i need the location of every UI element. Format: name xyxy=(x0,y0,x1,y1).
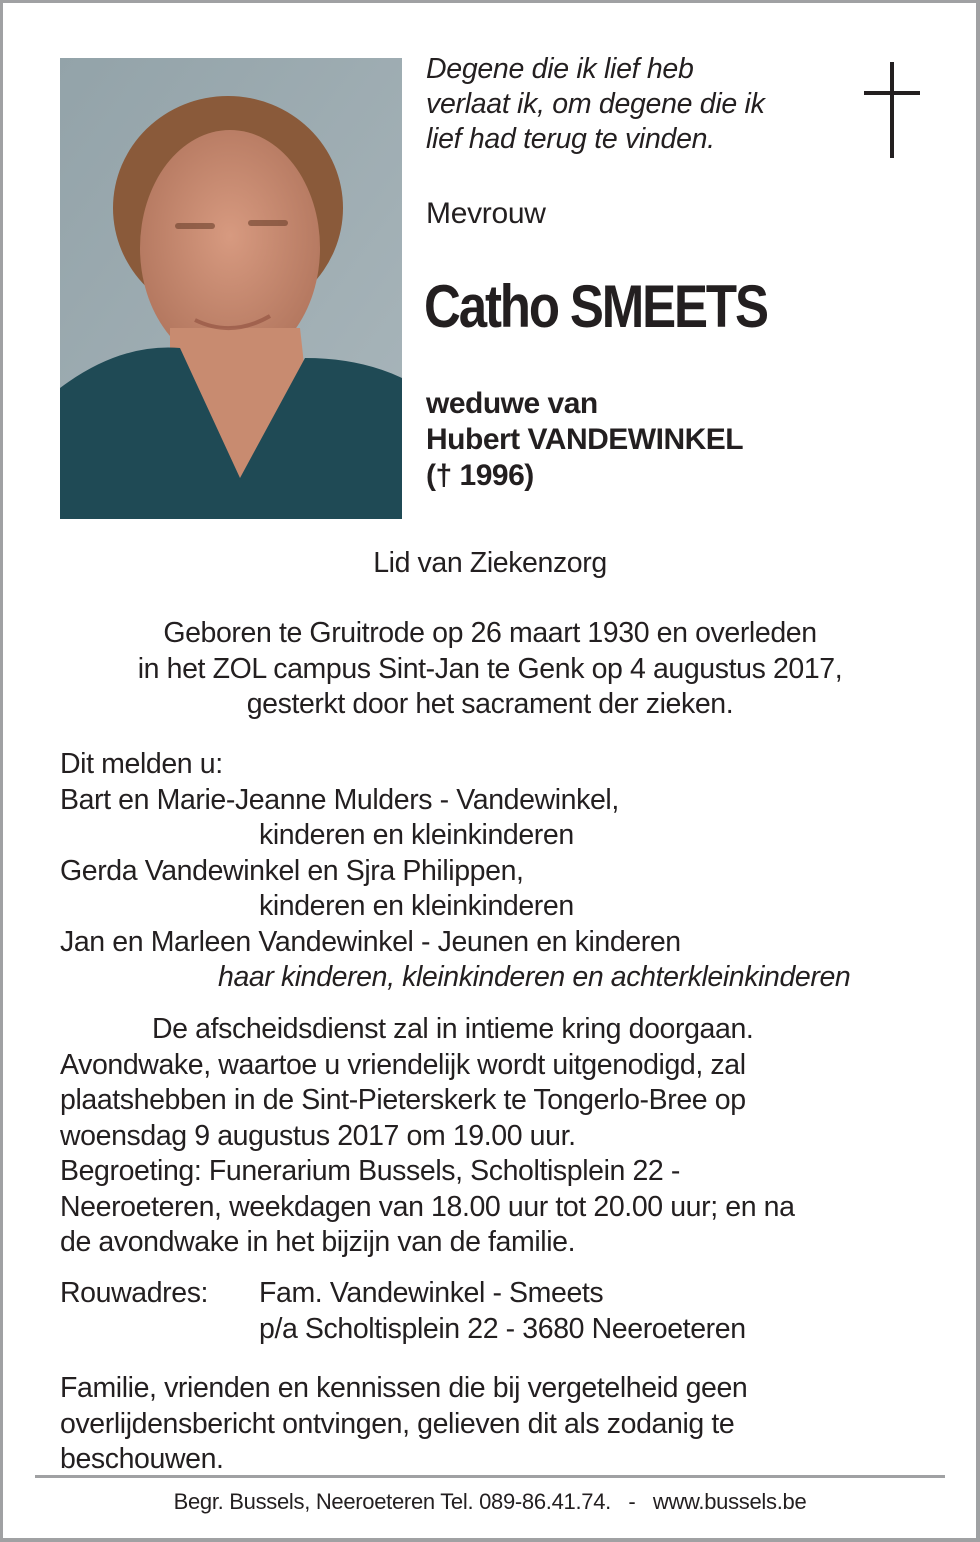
address-line: Fam. Vandewinkel - Smeets xyxy=(259,1277,604,1309)
service-line: De afscheidsdienst zal in intieme kring doorgaan. xyxy=(152,1013,754,1045)
service-line: plaatshebben in de Sint-Pieterskerk te Tongerlo-Bree op xyxy=(60,1084,746,1116)
family-entry-name: Gerda Vandewinkel en Sjra Philippen, xyxy=(60,854,524,887)
birth-death-line: gesterkt door het sacrament der zieken. xyxy=(246,688,734,720)
portrait-image xyxy=(60,58,402,519)
cross-icon xyxy=(864,62,920,158)
poem-quote xyxy=(426,52,765,157)
poem-line: verlaat ik, om degene die ik xyxy=(426,88,765,120)
family-closing: haar kinderen, kleinkinderen en achterkleinkinderen xyxy=(218,961,851,993)
cross-vertical-bar xyxy=(890,62,894,158)
service-line: Avondwake, waartoe u vriendelijk wordt uitgenodigd, zal xyxy=(60,1048,746,1081)
service-line: Begroeting: Funerarium Bussels, Scholtisplein 22 - xyxy=(60,1155,680,1187)
family-intro: Dit melden u: xyxy=(60,748,223,780)
birth-death-info xyxy=(0,616,980,723)
notice-line: Familie, vrienden en kennissen die bij vergetelheid geen xyxy=(60,1372,748,1404)
cross-horizontal-bar xyxy=(864,91,920,95)
spouse-line: († 1996) xyxy=(426,459,534,492)
footer-divider xyxy=(35,1475,945,1478)
portrait-photo xyxy=(60,58,402,519)
notice-line: overlijdensbericht ontvingen, gelieven dit als zodanig te xyxy=(60,1407,735,1440)
poem-line: Degene die ik lief heb xyxy=(426,53,694,85)
address-label: Rouwadres: xyxy=(60,1277,209,1309)
mourning-address xyxy=(60,1276,746,1347)
notice-text xyxy=(60,1371,747,1478)
service-line: Neeroeteren, weekdagen van 18.00 uur tot 20.00 uur; en na xyxy=(60,1190,795,1223)
address-line: p/a Scholtisplein 22 - 3680 Neeroeteren xyxy=(259,1312,746,1345)
family-entry-sub: kinderen en kleinkinderen xyxy=(259,890,574,922)
spouse-line: Hubert VANDEWINKEL xyxy=(426,423,744,456)
spouse-info xyxy=(426,386,743,494)
birth-death-line: in het ZOL campus Sint-Jan te Genk op 4 augustus 2017, xyxy=(137,652,843,685)
notice-line: beschouwen. xyxy=(60,1443,224,1475)
service-line: woensdag 9 augustus 2017 om 19.00 uur. xyxy=(60,1119,576,1152)
family-announcement xyxy=(60,747,940,996)
funeral-home-footer: Begr. Bussels, Neeroeteren Tel. 089-86.41.74. - www.bussels.be xyxy=(173,1489,807,1514)
poem-line: lief had terug te vinden. xyxy=(426,123,715,155)
membership: Lid van Ziekenzorg xyxy=(373,547,607,579)
spouse-line: weduwe van xyxy=(426,387,598,420)
service-line: de avondwake in het bijzijn van de familie. xyxy=(60,1226,576,1258)
deceased-name: Catho SMEETS xyxy=(424,273,767,340)
birth-death-line: Geboren te Gruitrode op 26 maart 1930 en overleden xyxy=(163,617,817,649)
address-label-spacer xyxy=(60,1312,259,1348)
service-info xyxy=(60,1012,940,1261)
salutation: Mevrouw xyxy=(426,197,546,230)
family-entry-sub: kinderen en kleinkinderen xyxy=(259,819,574,851)
family-entry-name: Bart en Marie-Jeanne Mulders - Vandewinkel, xyxy=(60,783,619,816)
family-entry-name: Jan en Marleen Vandewinkel - Jeunen en kinderen xyxy=(60,925,681,958)
